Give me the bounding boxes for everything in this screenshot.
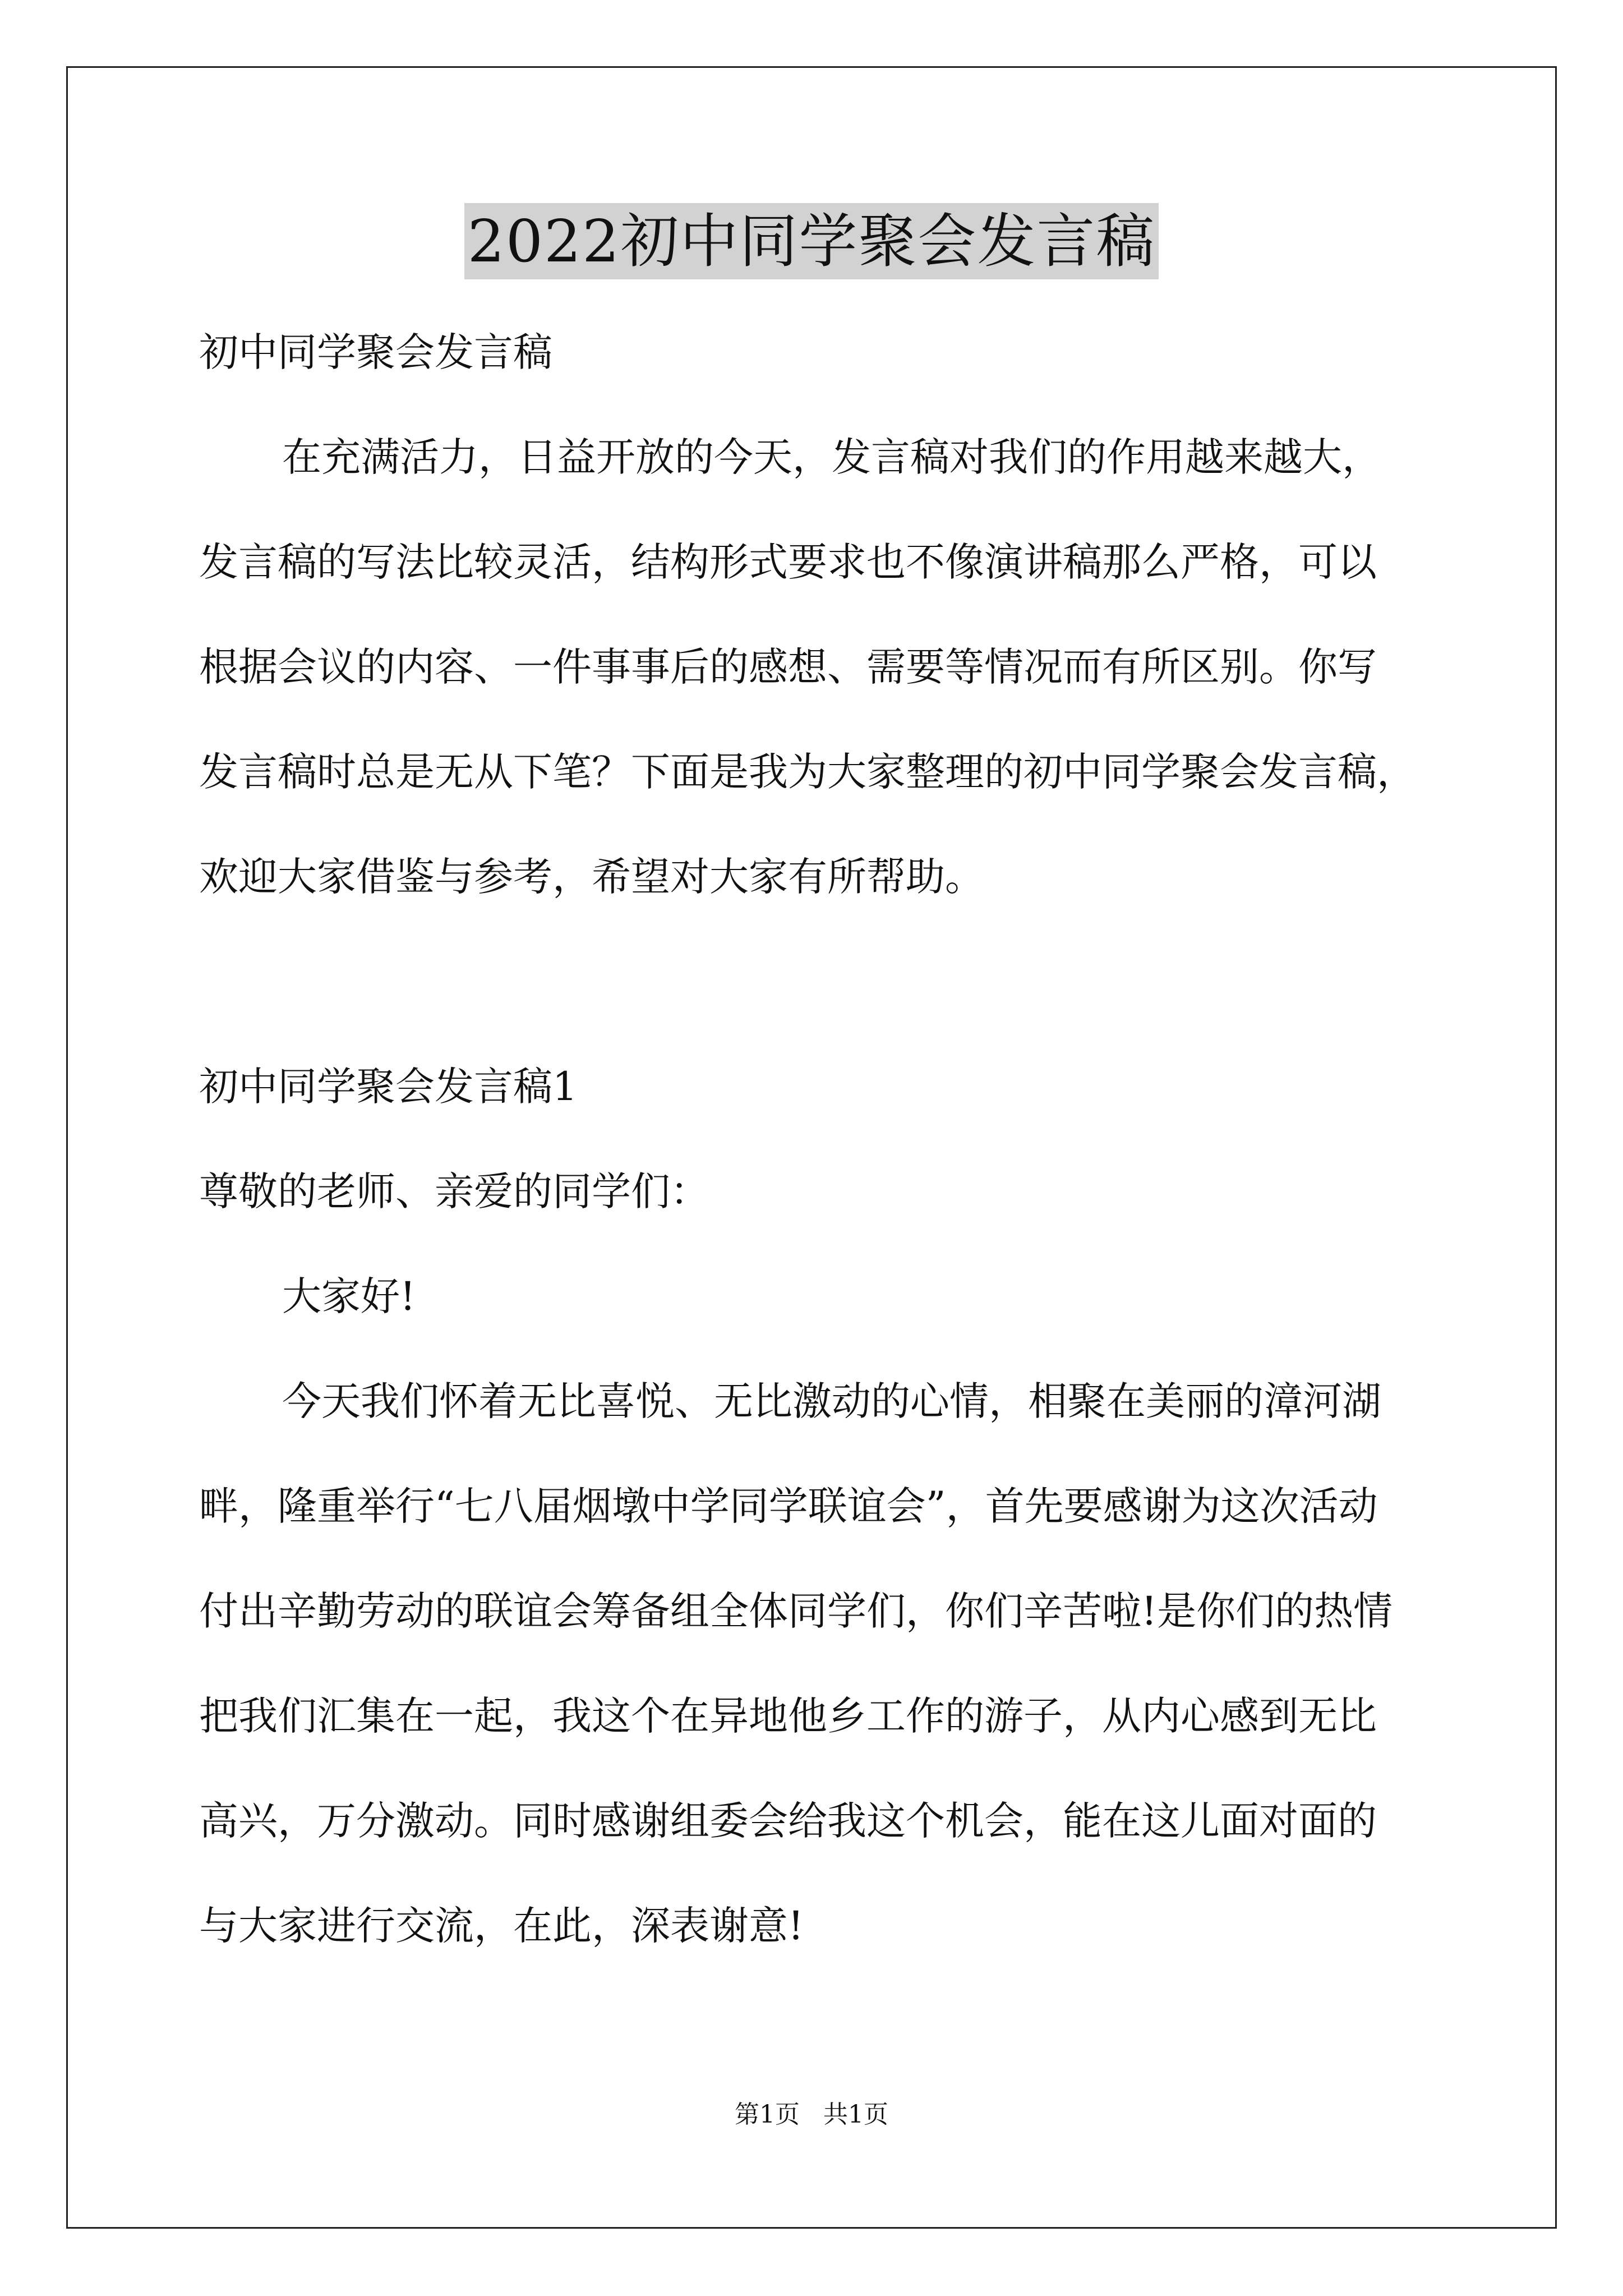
greeting: 大家好!	[282, 1273, 416, 1319]
document-body	[199, 314, 1483, 1993]
intro-line: 根据会议的内容、一件事事后的感想、需要等情况而有所区别。你写	[199, 644, 1377, 690]
body-line: 畔，隆重举行“七八届烟墩中学同学联谊会”，首先要感谢为这次活动	[199, 1483, 1378, 1529]
intro-line: 欢迎大家借鉴与参考，希望对大家有所帮助。	[199, 854, 984, 900]
body-line: 今天我们怀着无比喜悦、无比激动的心情，相聚在美丽的漳河湖	[282, 1378, 1381, 1424]
section-heading: 初中同学聚会发言稿1	[199, 1064, 578, 1110]
salutation: 尊敬的老师、亲爱的同学们：	[199, 1168, 709, 1214]
title-container	[0, 203, 1623, 279]
body-line: 与大家进行交流，在此，深表谢意!	[199, 1903, 804, 1949]
body-line: 把我们汇集在一起，我这个在异地他乡工作的游子，从内心感到无比	[199, 1693, 1377, 1739]
blank-line	[199, 944, 1483, 1048]
subtitle: 初中同学聚会发言稿	[199, 329, 552, 375]
intro-line: 发言稿时总是无从下笔？下面是我为大家整理的初中同学聚会发言稿，	[199, 749, 1416, 795]
page-footer: 第1页 共1页	[735, 2100, 888, 2129]
body-line: 付出辛勤劳动的联谊会筹备组全体同学们，你们辛苦啦!是你们的热情	[199, 1588, 1393, 1634]
intro-line: 在充满活力，日益开放的今天，发言稿对我们的作用越来越大，	[282, 434, 1381, 480]
document-title: 2022初中同学聚会发言稿	[464, 203, 1159, 279]
intro-line: 发言稿的写法比较灵活，结构形式要求也不像演讲稿那么严格，可以	[199, 539, 1377, 585]
body-line: 高兴，万分激动。同时感谢组委会给我这个机会，能在这儿面对面的	[199, 1798, 1377, 1844]
